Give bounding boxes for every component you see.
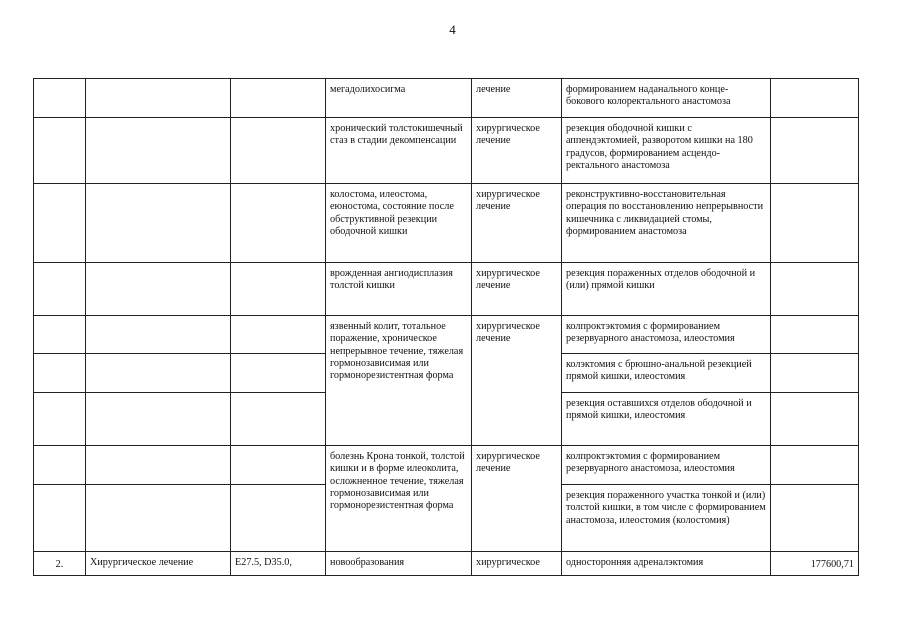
cell-number	[34, 263, 86, 316]
cell-disease: болезнь Крона тонкой, толстой кишки и в форме илеоколита, осложненное течение, тяжелая гормонозависимая или гормонорезистентная форма	[326, 446, 472, 552]
cell-disease: врожденная ангиодисплазия толстой кишки	[326, 263, 472, 316]
cell-profile	[86, 316, 231, 354]
table-row	[34, 263, 859, 316]
cell-profile	[86, 393, 231, 446]
cell-method: резекция оставшихся отделов ободочной и прямой кишки, илеостомия	[562, 393, 771, 446]
cell-method: реконструктивно-восстановительная операция по восстановлению непрерывности кишечника с ликвидацией стомы, формированием анастомоза	[562, 184, 771, 263]
cell-profile	[86, 79, 231, 118]
cell-number	[34, 184, 86, 263]
cell-sum	[771, 393, 859, 446]
table-row	[34, 118, 859, 184]
cell-disease: колостома, илеостома, еюностома, состояние после обструктивной резекции ободочной кишки	[326, 184, 472, 263]
cell-treatment: хирургическое лечение	[472, 316, 562, 446]
cell-disease: язвенный колит, тотальное поражение, хроническое непрерывное течение, тяжелая гормонозависимая или гормонорезистентная форма	[326, 316, 472, 446]
cell-number	[34, 354, 86, 393]
treatment-table	[33, 78, 859, 576]
cell-sum	[771, 184, 859, 263]
cell-treatment: хирургическое лечение	[472, 184, 562, 263]
table-row	[34, 79, 859, 118]
cell-codes	[231, 354, 326, 393]
page-number: 4	[449, 22, 456, 37]
cell-number	[34, 393, 86, 446]
cell-number	[34, 316, 86, 354]
cell-method: колпроктэктомия с формированием резервуарного анастомоза, илеостомия	[562, 316, 771, 354]
cell-method: колэктомия с брюшно-анальной резекцией прямой кишки, илеостомия	[562, 354, 771, 393]
cell-sum	[771, 485, 859, 552]
cell-sum	[771, 446, 859, 485]
cell-sum: 177600,71	[771, 552, 859, 576]
cell-number	[34, 446, 86, 485]
cell-sum	[771, 118, 859, 184]
cell-sum	[771, 79, 859, 118]
cell-codes	[231, 118, 326, 184]
cell-treatment: хирургическое	[472, 552, 562, 576]
cell-codes	[231, 263, 326, 316]
cell-method: односторонняя адреналэктомия	[562, 552, 771, 576]
cell-sum	[771, 316, 859, 354]
cell-sum	[771, 263, 859, 316]
cell-method: резекция пораженного участка тонкой и (или) толстой кишки, в том числе с формированием анастомоза, илеостомия (колостомия)	[562, 485, 771, 552]
table-row	[34, 316, 859, 354]
cell-disease: новообразования	[326, 552, 472, 576]
cell-sum	[771, 354, 859, 393]
cell-disease: хронический толстокишечный стаз в стадии декомпенсации	[326, 118, 472, 184]
cell-disease: мегадолихосигма	[326, 79, 472, 118]
cell-number	[34, 118, 86, 184]
table-row	[34, 446, 859, 485]
cell-profile: Хирургическое лечение	[86, 552, 231, 576]
cell-treatment: хирургическое лечение	[472, 446, 562, 552]
cell-treatment: хирургическое лечение	[472, 263, 562, 316]
cell-profile	[86, 446, 231, 485]
cell-codes	[231, 393, 326, 446]
cell-codes	[231, 446, 326, 485]
cell-treatment: лечение	[472, 79, 562, 118]
table-row	[34, 552, 859, 576]
cell-profile	[86, 485, 231, 552]
cell-codes	[231, 79, 326, 118]
cell-number	[34, 485, 86, 552]
cell-method: резекция ободочной кишки с аппендэктомией, разворотом кишки на 180 градусов, формированием асцендо-ректального анастомоза	[562, 118, 771, 184]
cell-codes: E27.5, D35.0,	[231, 552, 326, 576]
cell-profile	[86, 184, 231, 263]
cell-profile	[86, 263, 231, 316]
cell-codes	[231, 184, 326, 263]
cell-method: формированием наданального конце-бокового колоректального анастомоза	[562, 79, 771, 118]
cell-profile	[86, 354, 231, 393]
cell-codes	[231, 316, 326, 354]
cell-codes	[231, 485, 326, 552]
cell-number: 2.	[34, 552, 86, 576]
cell-number	[34, 79, 86, 118]
cell-method: резекция пораженных отделов ободочной и (или) прямой кишки	[562, 263, 771, 316]
cell-profile	[86, 118, 231, 184]
table-row	[34, 184, 859, 263]
cell-treatment: хирургическое лечение	[472, 118, 562, 184]
cell-method: колпроктэктомия с формированием резервуарного анастомоза, илеостомия	[562, 446, 771, 485]
